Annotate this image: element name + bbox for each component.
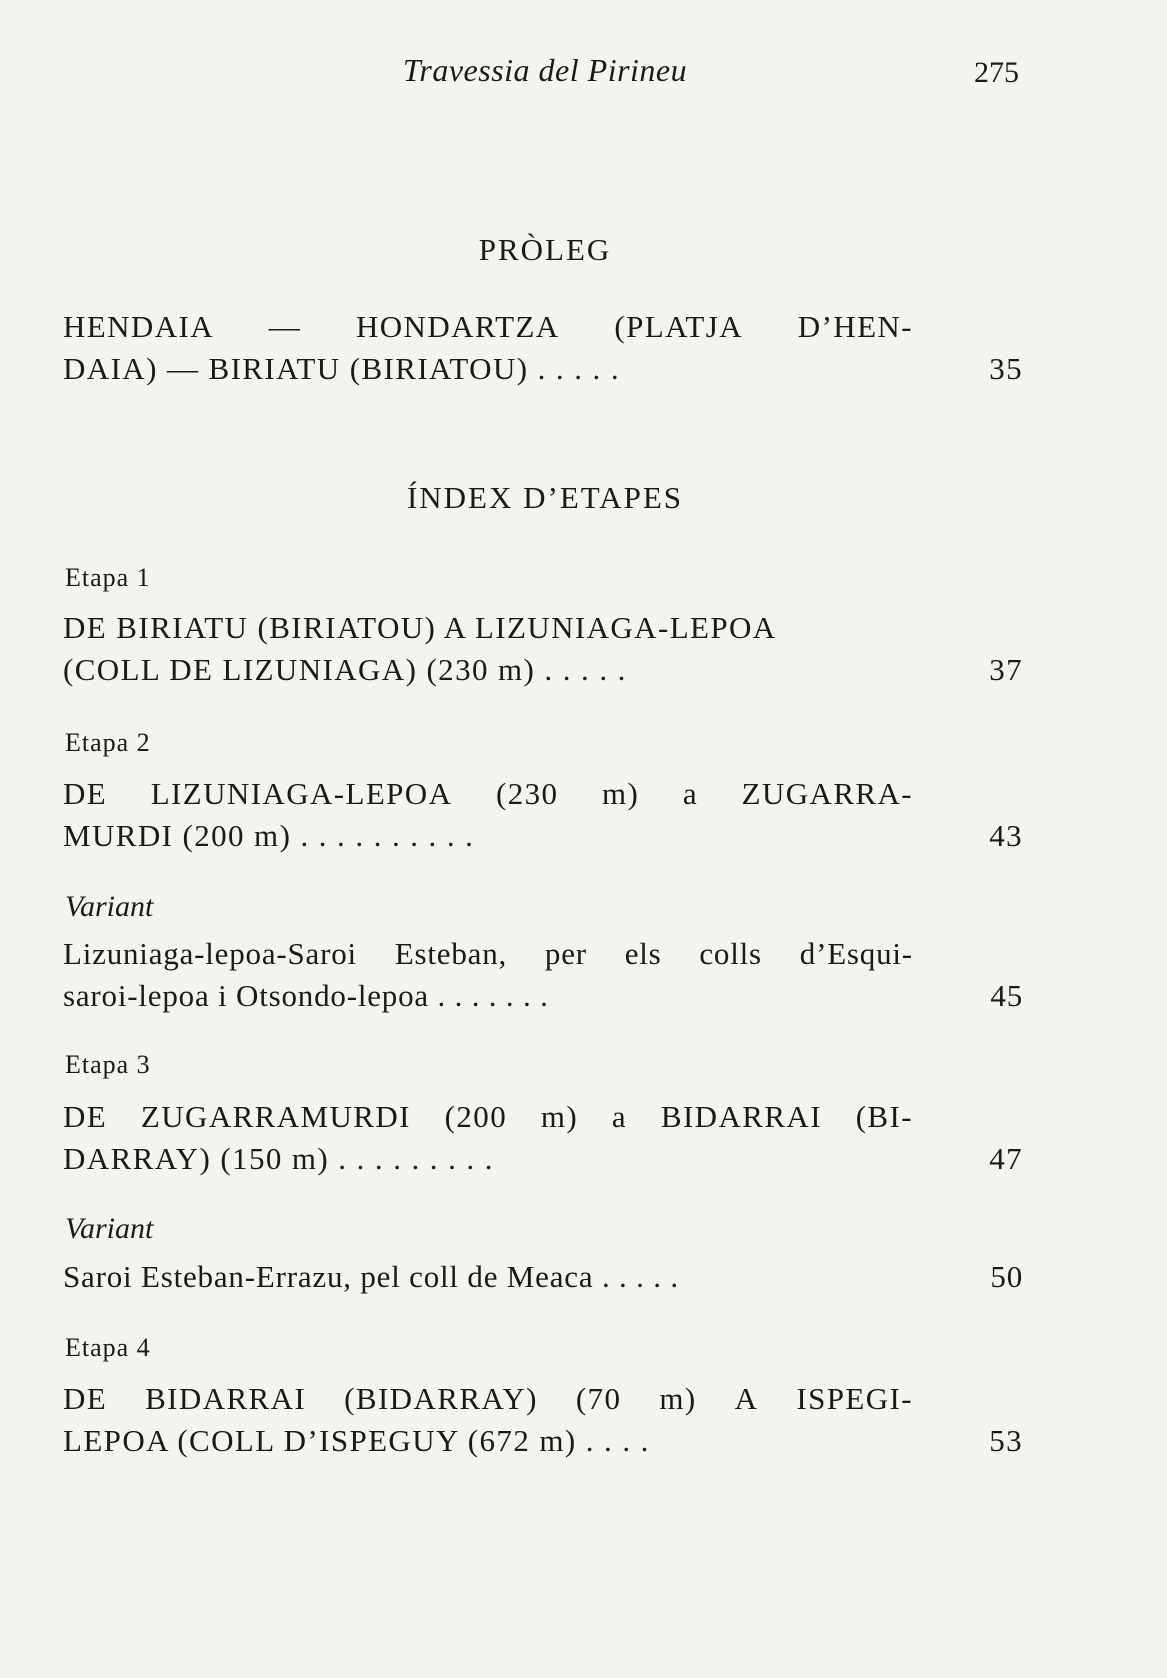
word: a xyxy=(682,776,699,811)
entry-page-number: 45 xyxy=(990,978,1023,1013)
etapa-4-entry xyxy=(63,1378,1023,1462)
entry-line-1 xyxy=(63,933,913,975)
index-heading: ÍNDEX D’ETAPES xyxy=(406,480,684,515)
proleg-heading: PRÒLEG xyxy=(478,232,612,267)
variant-1-label: Variant xyxy=(65,890,154,923)
entry-page-number: 53 xyxy=(989,1423,1023,1458)
entry-page-number: 37 xyxy=(989,652,1023,687)
entry-text: DARRAY) (150 m) . . . . . . . . . xyxy=(63,1141,494,1176)
entry-page-number: 35 xyxy=(989,351,1023,386)
entry-page-number: 43 xyxy=(989,818,1023,853)
page-number: 275 xyxy=(974,56,1019,89)
word: HENDAIA xyxy=(63,309,214,344)
entry-line-2 xyxy=(63,975,1023,1017)
word: BIDARRAI xyxy=(660,1099,822,1134)
etapa-3-label: Etapa 3 xyxy=(65,1050,151,1079)
etapa-1-label: Etapa 1 xyxy=(65,563,151,592)
word: a xyxy=(611,1099,628,1134)
word: (200 xyxy=(444,1099,508,1134)
word: HONDARTZA xyxy=(355,309,560,344)
word: per xyxy=(544,936,587,971)
word: (BIDARRAY) xyxy=(344,1381,538,1416)
entry-page-number: 47 xyxy=(989,1141,1023,1176)
entry-line-2 xyxy=(63,649,1023,691)
word: Lizuniaga-lepoa-Saroi xyxy=(63,936,357,971)
word: LIZUNIAGA-LEPOA xyxy=(150,776,453,811)
entry-line-2 xyxy=(63,1138,1023,1180)
running-header-title: Travessia del Pirineu xyxy=(402,52,688,88)
etapa-4-label: Etapa 4 xyxy=(65,1333,151,1362)
word: m) xyxy=(659,1381,697,1416)
entry-text: MURDI (200 m) . . . . . . . . . . xyxy=(63,818,475,853)
word: m) xyxy=(540,1099,579,1134)
entry-line-2 xyxy=(63,815,1023,857)
entry-text: Saroi Esteban-Errazu, pel coll de Meaca . . . . . xyxy=(63,1259,679,1294)
etapa-1-entry xyxy=(63,607,1023,691)
word: A xyxy=(734,1381,759,1416)
word: DE xyxy=(63,1381,108,1416)
word: BIDARRAI xyxy=(145,1381,307,1416)
entry-line-1 xyxy=(63,1256,1023,1298)
proleg-line-1 xyxy=(63,306,913,348)
word: Esteban, xyxy=(394,936,508,971)
word: DE xyxy=(63,776,108,811)
word: (BI- xyxy=(855,1099,913,1134)
word: (PLATJA xyxy=(614,309,744,344)
word: DE xyxy=(63,1099,108,1134)
word: d’Esqui- xyxy=(799,936,913,971)
variant-2-entry xyxy=(63,1256,1023,1298)
entry-text: (COLL DE LIZUNIAGA) (230 m) . . . . . xyxy=(63,652,627,687)
etapa-2-label: Etapa 2 xyxy=(65,728,151,757)
entry-text: saroi-lepoa i Otsondo-lepoa . . . . . . . xyxy=(63,978,549,1013)
entry-page-number: 50 xyxy=(990,1259,1023,1294)
word: ZUGARRA- xyxy=(741,776,913,811)
word: colls xyxy=(699,936,762,971)
entry-line-1 xyxy=(63,1096,913,1138)
etapa-3-entry xyxy=(63,1096,1023,1180)
word: (70 xyxy=(575,1381,622,1416)
word: ZUGARRAMURDI xyxy=(140,1099,411,1134)
proleg-line-2 xyxy=(63,348,1023,390)
word: ISPEGI- xyxy=(796,1381,913,1416)
word: els xyxy=(624,936,662,971)
entry-text: DAIA) — BIRIATU (BIRIATOU) . . . . . xyxy=(63,351,620,386)
entry-line-1 xyxy=(63,1378,913,1420)
entry-line-1: DE BIRIATU (BIRIATOU) A LIZUNIAGA-LEPOA xyxy=(63,610,777,645)
entry-text: LEPOA (COLL D’ISPEGUY (672 m) . . . . xyxy=(63,1423,650,1458)
entry-line-1 xyxy=(63,773,913,815)
word: m) xyxy=(602,776,640,811)
word: (230 xyxy=(495,776,559,811)
etapa-2-entry xyxy=(63,773,1023,857)
entry-line-2 xyxy=(63,1420,1023,1462)
proleg-entry xyxy=(63,306,1023,390)
word: D’HEN- xyxy=(797,309,913,344)
word: — xyxy=(268,309,302,344)
variant-1-entry xyxy=(63,933,1023,1017)
variant-2-label: Variant xyxy=(65,1212,154,1245)
